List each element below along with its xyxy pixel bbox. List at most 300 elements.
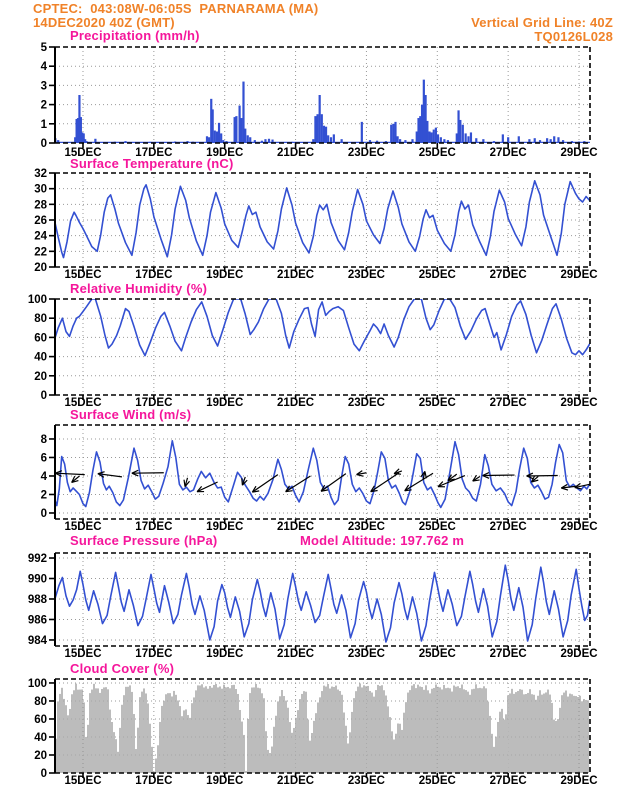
- precip-bar: [394, 122, 396, 143]
- y-tick-label: 60: [34, 713, 47, 726]
- cloud-bar: [391, 731, 393, 773]
- cloud-bar: [515, 692, 517, 773]
- x-tick-label: 29DEC: [560, 648, 598, 660]
- cloud-bar: [453, 686, 455, 773]
- cloud-bar: [81, 689, 83, 773]
- x-tick-label: 27DEC: [489, 521, 527, 533]
- cloud-bar: [63, 699, 65, 773]
- cloud-bar: [555, 721, 557, 773]
- cloud-bar: [107, 689, 109, 773]
- cloud-bar: [251, 688, 253, 773]
- cloud-bar: [585, 700, 587, 773]
- cloud-bar: [415, 688, 417, 773]
- precip-bar: [470, 132, 472, 143]
- cloud-bar: [273, 727, 275, 773]
- cloud-bar: [559, 708, 561, 773]
- cloud-bar: [111, 722, 113, 773]
- cloud-bar: [131, 692, 133, 773]
- x-tick-label: 25DEC: [418, 521, 456, 533]
- cloud-bar: [379, 686, 381, 773]
- y-tick-label: 0: [40, 390, 47, 402]
- y-tick-label: 2: [40, 99, 47, 112]
- cloud-bar: [503, 720, 505, 773]
- cloud-bar: [263, 698, 265, 773]
- cloud-bar: [89, 693, 91, 773]
- cloud-bar: [287, 708, 289, 773]
- cloud-bar: [361, 687, 363, 773]
- station-header: CPTEC: 043:08W-06:05S PARNARAMA (MA): [33, 1, 319, 16]
- cloud-bar: [261, 693, 263, 773]
- cloud-bar: [523, 694, 525, 773]
- cloud-bar: [319, 697, 321, 773]
- y-tick-label: 100: [27, 294, 47, 306]
- cloud-bar: [457, 686, 459, 773]
- cloud-bar: [435, 684, 437, 773]
- cloud-bar: [121, 705, 123, 773]
- x-tick-label: 25DEC: [418, 147, 456, 159]
- x-tick-label: 17DEC: [135, 648, 173, 660]
- cloud-bar: [177, 700, 179, 773]
- y-tick-label: 22: [34, 246, 47, 259]
- series-group: [55, 181, 590, 258]
- x-tick-label: 29DEC: [560, 269, 598, 281]
- cloud-bar: [133, 714, 135, 773]
- cloud-bar: [187, 715, 189, 773]
- cloud-bar: [79, 690, 81, 773]
- cloud-bar: [91, 690, 93, 773]
- cloud-bar: [505, 714, 507, 773]
- cloud-bar: [333, 687, 335, 773]
- cloud-bar: [365, 686, 367, 773]
- cloud-bar: [163, 701, 165, 773]
- cloud-bar: [65, 705, 67, 773]
- cloud-bar: [97, 688, 99, 773]
- cloud-bar: [75, 684, 77, 773]
- x-tick-label: 27DEC: [489, 147, 527, 159]
- cloud-bar: [563, 693, 565, 773]
- y-tick-label: 100: [27, 677, 47, 690]
- cloud-bar: [549, 695, 551, 773]
- cloud-bar: [511, 689, 513, 773]
- cloud-bar: [239, 710, 241, 773]
- cloud-bar: [459, 688, 461, 773]
- x-tick-label: 21DEC: [277, 147, 315, 159]
- x-tick-label: 25DEC: [418, 648, 456, 660]
- x-tick-label: 19DEC: [206, 147, 244, 159]
- y-tick-label: 0: [40, 138, 47, 150]
- cloud-bar: [427, 690, 429, 773]
- cloud-bar: [161, 706, 163, 773]
- x-tick-label: 25DEC: [418, 397, 456, 409]
- humidity-title: Relative Humidity (%): [70, 281, 208, 296]
- cloud-bar: [509, 693, 511, 773]
- cloud-bar: [375, 690, 377, 773]
- cloud-bar: [311, 733, 313, 773]
- run-date-label: 14DEC2020 40Z (GMT): [33, 15, 175, 30]
- precip-bar: [321, 114, 323, 143]
- cloud-bar: [587, 700, 589, 773]
- cloud-bar: [399, 724, 401, 773]
- x-tick-label: 21DEC: [277, 648, 315, 660]
- cloud-bar: [99, 693, 101, 773]
- cloud-bar: [571, 694, 573, 773]
- y-tick-label: 20: [34, 262, 47, 274]
- cloud-bar: [195, 690, 197, 773]
- cloud-bar: [355, 691, 357, 773]
- precip-bar: [462, 125, 464, 143]
- cloud-bar: [491, 734, 493, 773]
- cloud-bar: [377, 685, 379, 773]
- cloud-bar: [577, 697, 579, 773]
- x-tick-label: 23DEC: [347, 648, 385, 660]
- cloud-bar: [467, 692, 469, 773]
- cloud-bar: [401, 730, 403, 773]
- y-tick-label: 5: [40, 42, 47, 54]
- precip-bar: [333, 134, 335, 143]
- cloud-bar: [225, 687, 227, 773]
- cloud-bar: [259, 688, 261, 773]
- cloud-bar: [385, 696, 387, 773]
- cloud-bar: [77, 690, 79, 773]
- x-tick-label: 15DEC: [64, 775, 102, 787]
- cloud-bar: [233, 685, 235, 773]
- cloud-bar: [137, 728, 139, 773]
- cloud-bar: [535, 700, 537, 773]
- cloud-bar: [117, 752, 119, 773]
- cloud-bar: [531, 694, 533, 773]
- cloud-bar: [175, 695, 177, 773]
- precip-bar: [426, 121, 428, 143]
- cloud-bar: [447, 688, 449, 773]
- x-tick-label: 19DEC: [206, 648, 244, 660]
- cloud-bar: [485, 688, 487, 773]
- cloud-bar: [125, 687, 127, 773]
- series-group: [55, 565, 590, 642]
- cloud-bar: [159, 722, 161, 773]
- cloud-bar: [471, 689, 473, 773]
- cloud-bar: [185, 709, 187, 773]
- y-tick-label: 6: [40, 452, 47, 465]
- data-line: [55, 299, 590, 356]
- y-tick-label: 984: [27, 634, 47, 647]
- cloud-bar: [145, 693, 147, 773]
- cloud-bar: [277, 701, 279, 773]
- series-group: [55, 299, 590, 356]
- precip-bar: [435, 128, 437, 143]
- cloud-bar: [521, 690, 523, 773]
- y-tick-label: 80: [34, 695, 47, 708]
- cloud-bar: [495, 737, 497, 773]
- cloud-bar: [419, 686, 421, 773]
- cloud-bar: [395, 734, 397, 773]
- cloud-bar: [483, 686, 485, 773]
- y-tick-label: 1: [40, 118, 47, 131]
- temperature-title: Surface Temperature (nC): [70, 156, 234, 171]
- wind-vector-head: [184, 480, 185, 487]
- cloud-bar: [305, 692, 307, 773]
- cloud-bar: [59, 694, 61, 773]
- cloud-bar: [115, 739, 117, 773]
- y-tick-label: 26: [34, 215, 47, 227]
- y-tick-label: 20: [34, 749, 47, 762]
- cloud-bar: [533, 695, 535, 773]
- cloud-bar: [363, 685, 365, 773]
- cloud-bar: [519, 689, 521, 773]
- cloud-bar: [487, 702, 489, 773]
- cloud-bar: [349, 732, 351, 773]
- x-tick-label: 25DEC: [418, 775, 456, 787]
- cloud-bar: [165, 694, 167, 773]
- cloud-bar: [295, 718, 297, 773]
- pressure-title: Surface Pressure (hPa): [70, 533, 218, 548]
- cloud-bar: [545, 692, 547, 773]
- cloud-bar: [301, 694, 303, 773]
- cloud-bar: [445, 688, 447, 773]
- precip-bar: [392, 124, 394, 143]
- cloud-bar: [189, 718, 191, 773]
- x-tick-label: 29DEC: [560, 397, 598, 409]
- precip-bar: [212, 109, 214, 143]
- x-tick-label: 23DEC: [347, 147, 385, 159]
- cloud-bar: [57, 701, 59, 773]
- x-tick-label: 21DEC: [277, 775, 315, 787]
- precip-bar: [390, 125, 392, 143]
- cloud-bar: [155, 758, 157, 773]
- data-line: [55, 181, 590, 258]
- x-tick-label: 21DEC: [277, 269, 315, 281]
- y-tick-label: 4: [40, 61, 47, 74]
- x-tick-label: 17DEC: [135, 775, 173, 787]
- cloud-bar: [371, 693, 373, 773]
- cloud-bar: [219, 686, 221, 773]
- y-tick-label: 32: [34, 168, 47, 180]
- cloud-bar: [201, 684, 203, 773]
- cloud-bar: [147, 703, 149, 773]
- cloud-bar: [393, 740, 395, 773]
- x-tick-label: 15DEC: [64, 521, 102, 533]
- wind-vector-head: [242, 478, 243, 485]
- cloud-bar: [171, 696, 173, 773]
- cloud-bar: [113, 732, 115, 773]
- x-tick-label: 25DEC: [418, 269, 456, 281]
- cloud-bar: [463, 689, 465, 773]
- cloud-bar: [583, 699, 585, 773]
- cloud-bar: [551, 703, 553, 773]
- precip-bar: [459, 120, 461, 143]
- x-tick-label: 15DEC: [64, 147, 102, 159]
- cloud-bar: [383, 690, 385, 773]
- cloud-bar: [353, 698, 355, 773]
- precip-bar: [323, 126, 325, 143]
- cloud-bar: [203, 687, 205, 773]
- y-tick-label: 40: [34, 351, 47, 364]
- cloud-bar: [413, 684, 415, 773]
- precip-bar: [428, 131, 430, 143]
- cloud-bar: [321, 691, 323, 773]
- cloud-bar: [469, 695, 471, 773]
- y-tick-label: 28: [34, 199, 47, 212]
- cloud-bar: [433, 688, 435, 773]
- cloud-bar: [279, 696, 281, 773]
- x-tick-label: 19DEC: [206, 775, 244, 787]
- series-group: [55, 683, 589, 773]
- vertical-grid-label: Vertical Grid Line: 40Z: [471, 15, 613, 30]
- wind-vector-head: [357, 475, 364, 477]
- cloud-bar: [293, 728, 295, 773]
- precip-bar: [216, 131, 218, 143]
- precip-bar: [214, 131, 216, 143]
- cloud-bar: [95, 688, 97, 773]
- y-tick-label: 60: [34, 332, 47, 345]
- cloud-bar: [231, 685, 233, 773]
- cloud-bar: [83, 702, 85, 773]
- cloud-bar: [253, 687, 255, 773]
- cloud-bar: [199, 685, 201, 773]
- x-tick-label: 23DEC: [347, 269, 385, 281]
- cloud-bar: [123, 695, 125, 773]
- precip-bar: [465, 133, 467, 143]
- precip-bar: [437, 134, 439, 143]
- cloud-bar: [167, 693, 169, 773]
- x-tick-label: 21DEC: [277, 397, 315, 409]
- y-tick-label: 80: [34, 313, 47, 326]
- cloud-bar: [465, 690, 467, 773]
- wind-vector-head: [394, 474, 401, 475]
- cloud-bar: [421, 687, 423, 773]
- cloud-bar: [461, 685, 463, 773]
- y-tick-label: 30: [34, 183, 47, 196]
- cloud-bar: [221, 689, 223, 773]
- y-tick-label: 0: [40, 507, 47, 520]
- cloud-bar: [573, 696, 575, 773]
- y-tick-label: 992: [27, 553, 47, 566]
- cloud-bar: [567, 697, 569, 773]
- x-tick-label: 15DEC: [64, 269, 102, 281]
- panel-0: [41, 42, 598, 159]
- cloud-bar: [507, 696, 509, 773]
- cloud-bar: [325, 687, 327, 773]
- cloud-bar: [149, 724, 151, 773]
- cloud-bar: [443, 685, 445, 773]
- precip-bar: [431, 132, 433, 143]
- cloud-bar: [357, 687, 359, 773]
- cloud-bar: [289, 722, 291, 773]
- cloud-bar: [71, 694, 73, 773]
- panel-2: [28, 294, 598, 409]
- cloud-bar: [529, 689, 531, 773]
- cloud-bar: [281, 690, 283, 773]
- panel-4: [28, 553, 598, 660]
- y-tick-label: 0: [40, 768, 47, 780]
- y-tick-label: 8: [40, 433, 47, 446]
- cloud-bar: [317, 703, 319, 773]
- cloud-bar: [347, 743, 349, 773]
- cloud-bar: [561, 695, 563, 773]
- x-tick-label: 23DEC: [347, 775, 385, 787]
- cloud-bar: [569, 694, 571, 773]
- y-tick-label: 4: [40, 470, 47, 483]
- panel-5: [28, 678, 598, 787]
- cloud-bar: [327, 684, 329, 773]
- cloud-bar: [367, 686, 369, 773]
- panel-3: [41, 425, 598, 533]
- x-tick-label: 19DEC: [206, 269, 244, 281]
- cloud-bar: [411, 686, 413, 773]
- cloud-bar: [315, 713, 317, 773]
- x-tick-label: 27DEC: [489, 648, 527, 660]
- cloud-bar: [431, 689, 433, 773]
- cloud-bar: [151, 747, 153, 773]
- wind-title: Surface Wind (m/s): [70, 407, 192, 422]
- cloud-bar: [291, 733, 293, 773]
- cloud-bar: [271, 747, 273, 773]
- x-tick-label: 15DEC: [64, 397, 102, 409]
- precip-bar: [319, 95, 321, 143]
- cloud-bar: [169, 693, 171, 773]
- cloud-bar: [449, 688, 451, 773]
- y-tick-label: 20: [34, 370, 47, 383]
- cloud-bar: [249, 693, 251, 773]
- cloud-bar: [537, 696, 539, 773]
- cloud-bar: [103, 687, 105, 773]
- x-tick-label: 19DEC: [206, 397, 244, 409]
- cloud-bar: [127, 687, 129, 773]
- wind-vector: [197, 482, 218, 492]
- cloud-bar: [285, 701, 287, 773]
- cloud-bar: [455, 687, 457, 773]
- cloud-bar: [87, 725, 89, 773]
- x-tick-label: 17DEC: [135, 397, 173, 409]
- cloud-bar: [193, 697, 195, 773]
- wind-vector-head: [561, 488, 568, 490]
- cloud-bar: [223, 685, 225, 773]
- cloud-bar: [205, 686, 207, 773]
- wind-vector: [252, 475, 278, 493]
- precip-bar: [316, 114, 318, 143]
- cloud-bar: [403, 713, 405, 773]
- cloud-bar: [61, 688, 63, 773]
- y-tick-label: 988: [27, 593, 47, 606]
- cloud-bar: [241, 722, 243, 773]
- cloud-bar: [335, 686, 337, 773]
- cloud-bar: [141, 692, 143, 773]
- cloud-bar: [409, 690, 411, 773]
- x-tick-label: 15DEC: [64, 648, 102, 660]
- cloud-bar: [183, 710, 185, 773]
- cloud-bar: [425, 685, 427, 773]
- wind-vector-head: [425, 471, 426, 478]
- x-tick-label: 21DEC: [277, 521, 315, 533]
- y-tick-label: 40: [34, 731, 47, 744]
- cloud-bar: [67, 715, 69, 773]
- x-tick-label: 17DEC: [135, 521, 173, 533]
- cloud-bar: [373, 697, 375, 773]
- model-altitude-label: Model Altitude: 197.762 m: [300, 533, 465, 548]
- cloud-bar: [73, 690, 75, 773]
- cloud-bar: [135, 749, 137, 773]
- precip-bar: [220, 133, 222, 143]
- cloud-bar: [331, 687, 333, 773]
- cloud-bar: [139, 697, 141, 773]
- cloud-bar: [387, 706, 389, 773]
- cloud-bar: [297, 710, 299, 773]
- cloud-bar: [497, 722, 499, 773]
- x-tick-label: 23DEC: [347, 521, 385, 533]
- cloud-bar: [143, 688, 145, 773]
- precip-bar: [361, 122, 363, 143]
- cloud-bar: [313, 721, 315, 773]
- cloud-bar: [191, 703, 193, 773]
